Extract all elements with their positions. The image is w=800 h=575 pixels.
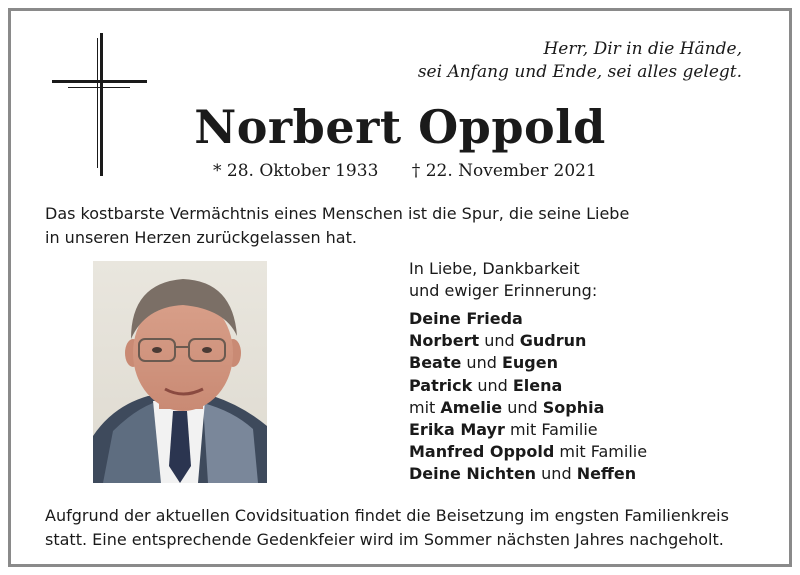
family-member-name: Deine Nichten bbox=[409, 464, 537, 484]
memorial-quote bbox=[45, 202, 685, 250]
verse-line-1: Herr, Dir in die Hände, bbox=[543, 39, 742, 59]
life-dates bbox=[213, 161, 597, 181]
bible-verse bbox=[418, 38, 742, 84]
family-member-name: Manfred Oppold bbox=[409, 442, 555, 462]
funeral-notice bbox=[45, 504, 765, 552]
family-member-line bbox=[409, 419, 647, 441]
thanks-line-1: In Liebe, Dankbarkeit bbox=[409, 259, 580, 278]
family-connector: und bbox=[472, 375, 513, 395]
family-member-line bbox=[409, 352, 647, 374]
death-date: † 22. November 2021 bbox=[411, 161, 597, 181]
family-member-name: Eugen bbox=[501, 353, 558, 373]
thanks-line-2: und ewiger Erinnerung: bbox=[409, 281, 598, 300]
notice-line-1: Aufgrund der aktuellen Covidsituation findet die Beisetzung im engsten Familienkreis bbox=[45, 506, 729, 525]
family-connector: mit Familie bbox=[504, 420, 598, 440]
family-member-name: Norbert bbox=[409, 331, 480, 351]
family-member-line bbox=[409, 308, 647, 330]
family-member-name: Beate bbox=[409, 353, 462, 373]
family-list bbox=[409, 308, 647, 486]
notice-line-2: statt. Eine entsprechende Gedenkfeier wird im Sommer nächsten Jahres nachgeholt. bbox=[45, 530, 724, 549]
deceased-name: Norbert Oppold bbox=[194, 100, 606, 154]
family-member-line bbox=[409, 330, 647, 352]
family-connector: mit bbox=[409, 397, 441, 417]
family-member-name: Elena bbox=[512, 375, 563, 395]
family-connector: und bbox=[479, 331, 520, 351]
family-member-line bbox=[409, 463, 647, 485]
family-member-name: Neffen bbox=[576, 464, 637, 484]
family-member-name: Deine Frieda bbox=[409, 309, 523, 328]
family-connector: und bbox=[536, 464, 577, 484]
family-connector: und bbox=[502, 397, 543, 417]
family-member-name: Gudrun bbox=[519, 331, 587, 351]
family-member-name: Patrick bbox=[409, 375, 473, 395]
quote-line-1: Das kostbarste Vermächtnis eines Menschen ist die Spur, die seine Liebe bbox=[45, 204, 630, 223]
verse-line-2: sei Anfang und Ende, sei alles gelegt. bbox=[417, 62, 742, 82]
family-connector: mit Familie bbox=[554, 442, 648, 462]
family-member-name: Erika Mayr bbox=[409, 420, 505, 440]
quote-line-2: in unseren Herzen zurückgelassen hat. bbox=[45, 228, 357, 247]
family-member-line bbox=[409, 375, 647, 397]
birth-date: * 28. Oktober 1933 bbox=[213, 161, 379, 181]
thanks-text bbox=[409, 258, 597, 302]
family-member-line bbox=[409, 397, 647, 419]
family-member-name: Amelie bbox=[440, 397, 503, 417]
portrait-photo bbox=[93, 261, 267, 483]
family-member-line bbox=[409, 441, 647, 463]
family-connector: und bbox=[461, 353, 502, 373]
family-member-name: Sophia bbox=[542, 397, 605, 417]
